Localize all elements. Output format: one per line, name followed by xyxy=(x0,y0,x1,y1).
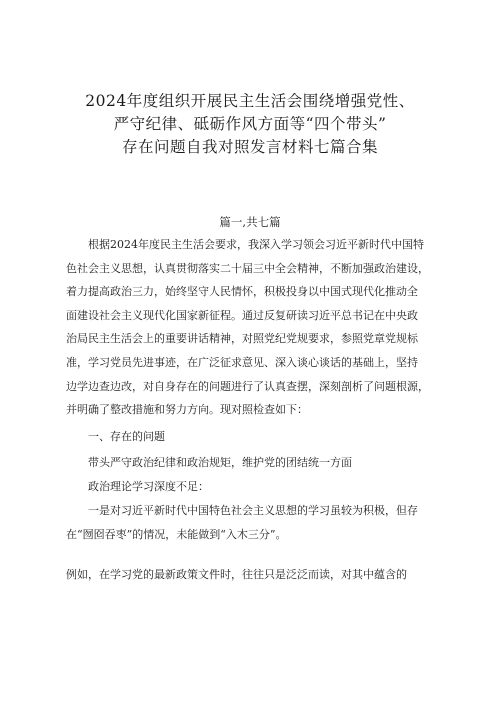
paragraph-line: 面建设社会主义现代化国家新征程。通过反复研读习近平总书记在中央政 xyxy=(66,308,418,322)
section-label: 篇一,共七篇 xyxy=(219,215,281,229)
paragraph-line: 一是对习近平新时代中国特色社会主义思想的学习虽较为积极，但存 xyxy=(88,504,418,517)
paragraph-line: 准，学习党员先进事迹，在广泛征求意见、深入谈心谈话的基础上，坚持 xyxy=(66,355,418,369)
paragraph-discipline xyxy=(66,451,434,475)
title-line-1: 2024年度组织开展民主生活会围绕增强党性、 xyxy=(85,92,415,110)
paragraph-line: 带头严守政治纪律和政治规矩，维护党的团结统一方面 xyxy=(88,456,352,469)
paragraph-line: 边学边查边改，对自身存在的问题进行了认真查摆，深刻剖析了问题根源， xyxy=(66,379,429,393)
section-heading: 一、存在的问题 xyxy=(88,430,165,443)
paragraph-line: 在“囫囵吞枣”的情况，未能做到“入木三分”。 xyxy=(66,527,287,541)
title-line-2: 严守纪律、砥砺作风方面等“四个带头” xyxy=(113,115,387,133)
paragraph-line: 并明确了整改措施和努力方向。现对照检查如下： xyxy=(66,403,308,417)
paragraph-line: 政治理论学习深度不足： xyxy=(88,480,209,493)
paragraph-line: 治局民主生活会上的重要讲话精神，对照党纪党规要求，参照党章党规标 xyxy=(66,332,418,346)
paragraph-intro xyxy=(66,233,434,422)
paragraph-line: 着力提高政治三力，始终坚守人民情怀，积极投身以中国式现代化推动全 xyxy=(66,285,418,299)
paragraph-line: 色社会主义思想，认真贯彻落实二十届三中全会精神，不断加强政治建设， xyxy=(66,261,429,275)
document-title xyxy=(40,90,460,159)
title-line-3: 存在问题自我对照发言材料七篇合集 xyxy=(121,138,378,156)
paragraph-theory xyxy=(66,475,434,499)
paragraph-example: 例如，在学习党的最新政策文件时，往往只是泛泛而读，对其中蕴含的 xyxy=(66,568,407,581)
paragraph-point-one xyxy=(66,499,434,546)
paragraph-line: 根据2024年度民主生活会要求，我深入学习领会习近平新时代中国特 xyxy=(88,238,424,251)
